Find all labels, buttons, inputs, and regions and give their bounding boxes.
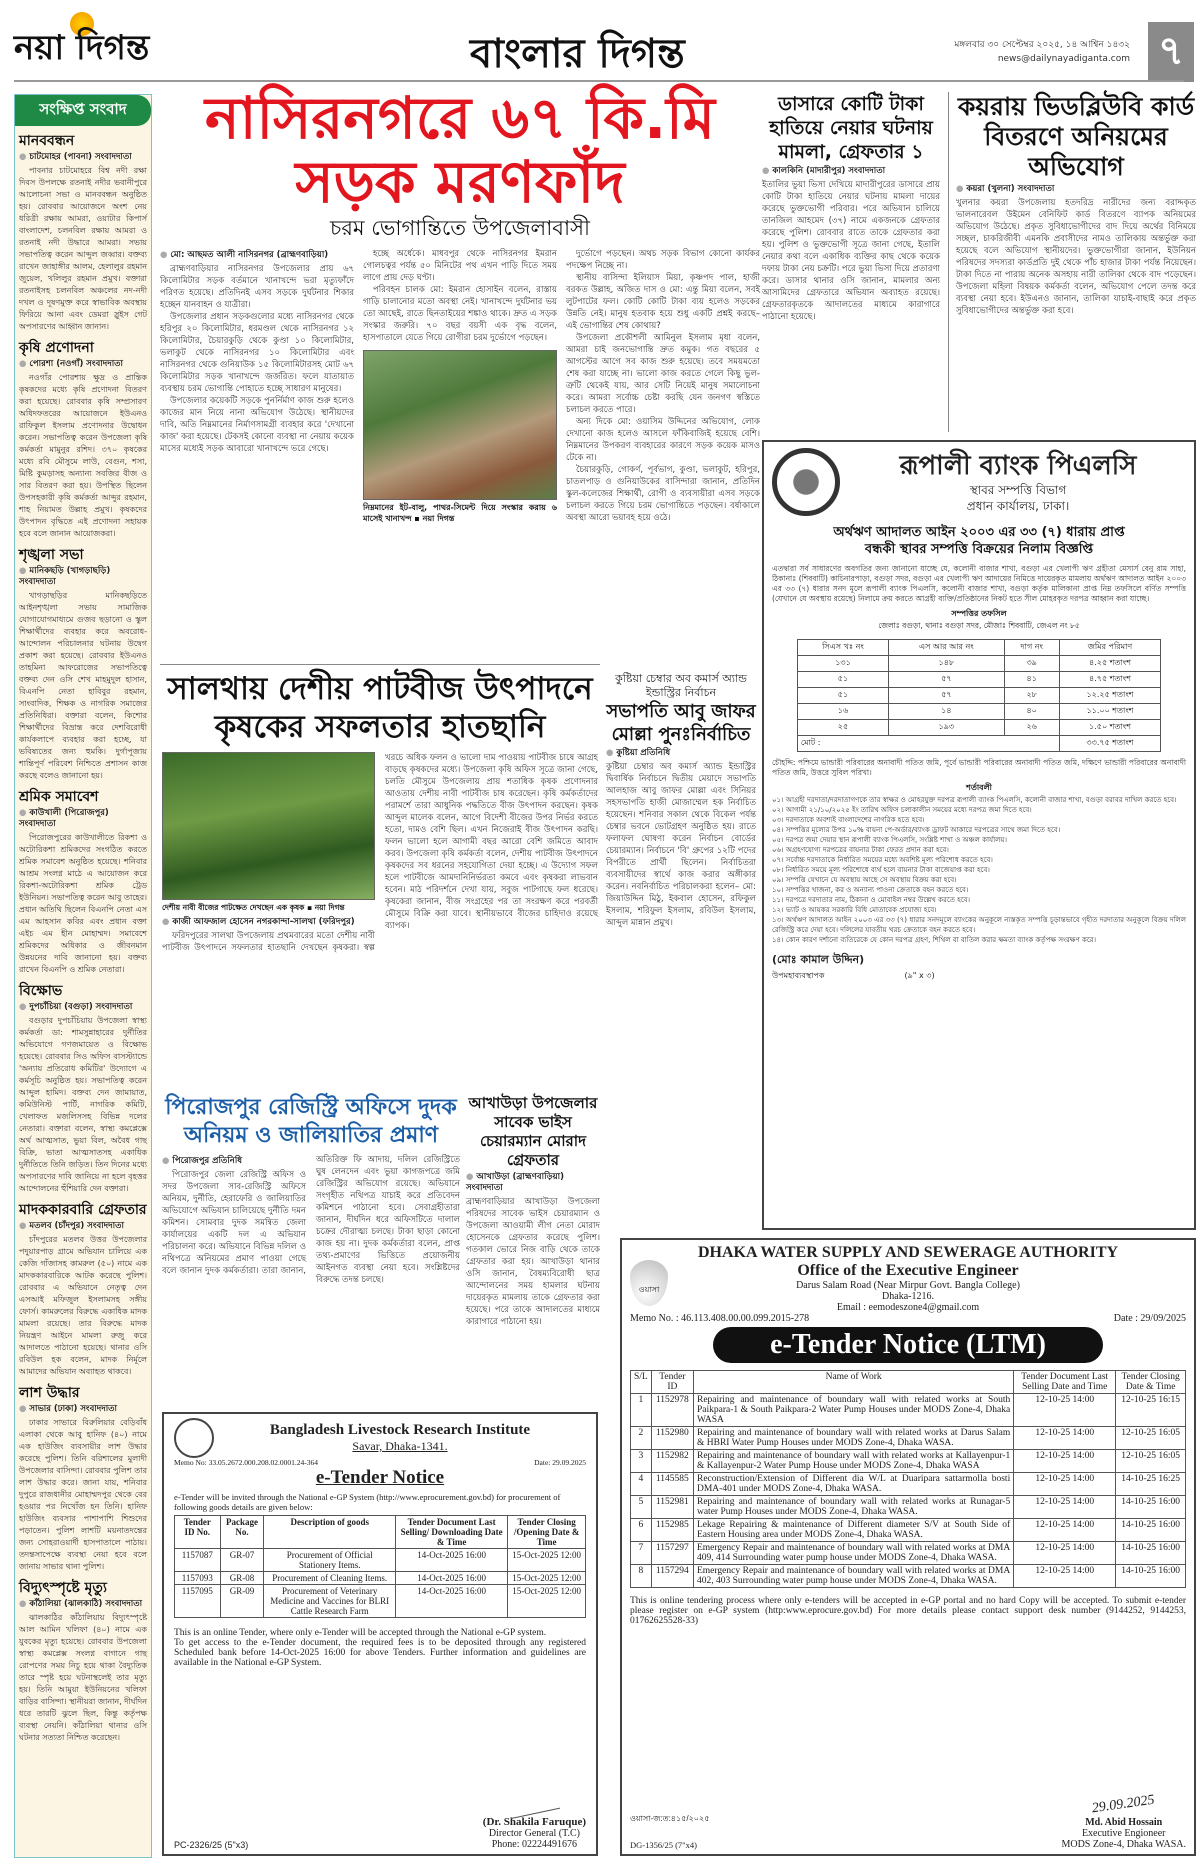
term-item: ০৬। অগ্রহণযোগ্য দরপত্রের বায়নার টাকা ফেরত প্রদান করা হবে। bbox=[772, 846, 949, 854]
wasa-cell: 3 bbox=[631, 1450, 652, 1473]
rupali-cell: ১৯৩ bbox=[889, 720, 1004, 736]
issue-date: মঙ্গলবার ৩০ সেপ্টেম্বর ২০২৫, ১৪ আশ্বিন ১৪৩২ bbox=[954, 40, 1130, 50]
wasa-ad-code: DG-1356/25 (7"x4) bbox=[630, 1840, 697, 1850]
terms-list bbox=[772, 795, 1186, 945]
schedule-title: সম্পত্তির তফসিল bbox=[951, 609, 1007, 618]
wasa-cell: 1 bbox=[631, 1394, 652, 1427]
wasa-cell: 1152981 bbox=[651, 1496, 693, 1519]
lead-paragraph: চৈয়ারকুড়ি, গোকর্ণ, পূর্বভাগ, কুণ্ডা, ভলাকুট, হরিপুর, চাতলপাড় ও গুনিয়াউকের বাসিন্দারা জানান, প্রতিদিন স্কুল-কলেজের শিক্ষার্থী, রোগী ও ব্যবসায়ীরা এসব সড়কে চলাচল করতে গিয়ে চরম ভোগান্তিতে পড়ছেন। বর্ষাকালে অবস্থা আরো ভয়াবহ হয়ে ওঠে। bbox=[566, 465, 760, 523]
wasa-cell: Reconstruction/Extension of Different dia W/L at Duaripara sattarmolla bosti DMA-401 under MODS Zone-4, Dhaka WASA. bbox=[693, 1473, 1013, 1496]
lead-photo-caption: নিম্নমানের ইট-বালু, পাথর-সিমেন্ট দিয়ে সংস্কার করায় ৬ মাসেই খানাখন্দ ▪ নয়া দিগন্ত bbox=[363, 503, 557, 523]
wasa-cell: 12-10-25 14:00 bbox=[1014, 1427, 1116, 1450]
rupali-table-row bbox=[797, 704, 1160, 720]
rupali-cell: ১৪৮ bbox=[889, 656, 1004, 672]
wasa-cell: 14-10-25 16:00 bbox=[1116, 1542, 1186, 1565]
brief-news-item bbox=[19, 339, 147, 540]
wasa-note: This is online tendering process where only e-tenders will be accepted in e-GP portal and no hard Copy will be accepted. To submit e-tender please register on e-GP system (http:www.eprocure.gov.bd) For more details please contact support desk number (9144252, 9144253, 01762625528-33) bbox=[630, 1596, 1186, 1626]
wasa-cell: 5 bbox=[631, 1496, 652, 1519]
pirojpur-story bbox=[160, 1094, 462, 1286]
lead-paragraph: পরিবহন চালক মো: ইমরান হোসাইন বলেন, রাস্তায় গাড়ি চালানোর মতো অবস্থা নেই। খানাখন্দে দুর্ঘটনার ভয় তো আছেই, রাতে ছিনতাইয়ের শঙ্কাও থাকে। দ্রুত এ সড়ক সংস্কার জরুরি। ৭০ বছর বয়সী এক বৃদ্ধ বলেন, হাসপাতালে যেতে গিয়ে রোগীরা চরম দুর্ভোগে পড়ছেন। bbox=[363, 285, 557, 343]
brief-news-item bbox=[19, 982, 147, 1195]
dasar-headline: ডাসারে কোটি টাকা হাতিয়ে নেয়ার ঘটনায় মামলা, গ্রেফতার ১ bbox=[769, 93, 933, 163]
term-item: ০১। আগ্রহী দরদাতা/দরদাতাগণকে তার স্বাক্ষর ও মোহরযুক্ত দরপত্র রূপালী ব্যাংক পিএলসি, কলোনী বাজার শাখা, বগুড়া বরাবর দাখিল করতে হবে। bbox=[772, 796, 1177, 804]
blri-memo: Memo No: 33.05.2672.000.208.02.0001.24-364 bbox=[174, 1458, 318, 1467]
dasar-body: ইতালির ভুয়া ভিসা দেখিয়ে মাদারীপুরের ডাসারে প্রায় কোটি টাকা হাতিয়ে নেয়ার ঘটনায় মামলা দায়ের করেছে ভুক্তভোগী পরিবার। পরে অভিযান চালিয়ে তানজিল আহমেদ (৩৭) নামে একজনকে গ্রেফতার করেছে পুলিশ। রোববার রাতে তাকে গ্রেফতার করা হয়। পুলিশ ও ভুক্তভোগী সূত্রে জানা গেছে, ইতালি নেয়ার কথা বলে একাধিক ব্যক্তির কাছ থেকে কয়েক দফায় টাকা নেয় চক্রটি। পরে ভুয়া ভিসা দিয়ে প্রতারণা করে। ডাসার থানার ওসি জানান, মামলার অন্য আসামিদের গ্রেফতারে অভিযান অব্যাহত রয়েছে। গ্রেফতারকৃতকে আদালতের মাধ্যমে কারাগারে পাঠানো হয়েছে। bbox=[762, 180, 940, 322]
wasa-address-2: Dhaka-1216. bbox=[882, 1291, 934, 1302]
wasa-title: e-Tender Notice (LTM) bbox=[713, 1327, 1103, 1363]
bank-dept: স্থাবর সম্পত্তি বিভাগ bbox=[969, 483, 1067, 497]
sidebar-items bbox=[19, 132, 147, 1744]
brief-news-text: ঝালকাঠির কাঁঠালিয়ায় বিদ্যুৎস্পৃষ্টে আল আমিন খলিফা (৪০) নামে এক যুবকের মৃত্যু হয়েছে। রোববার উপজেলা স্বাস্থ্য কমপ্লেক্স সংলগ্ন বাগানে গাছ রোপণের সময় নিচু হয়ে থাকা বৈদ্যুতিক তারে স্পৃষ্ট হয়ে ঘটনাস্থলেই তার মৃত্যু হয়। তিনি আমুয়া ইউনিয়নের খলিফা বাড়ির বাসিন্দা। স্থানীয়রা জানান, দীর্ঘদিন ধরে তারটি ঝুলে ছিল, কিন্তু কর্তৃপক্ষ ব্যবস্থা নেয়নি। কাঁঠালিয়া থানার ওসি ঘটনার সত্যতা নিশ্চিত করেছেন। bbox=[19, 1613, 147, 1742]
wasa-table-row bbox=[631, 1542, 1186, 1565]
wasa-column-header: Tender Document Last Selling Date and Time bbox=[1014, 1371, 1116, 1394]
brief-news-body bbox=[19, 590, 147, 782]
brief-news-byline: ● সাভার (ঢাকা) সংবাদদাতা bbox=[19, 1404, 147, 1415]
blri-column-header: Package No. bbox=[220, 1516, 264, 1549]
rupali-table-row bbox=[797, 688, 1160, 704]
brief-news-item bbox=[19, 1579, 147, 1744]
blri-date: Date: 29.09.2025 bbox=[534, 1458, 586, 1467]
lead-paragraph: উপজেলা প্রকৌশলী আমিনুল ইসলাম মৃধা বলেন, আমরা চাই জনভোগান্তি দ্রুত কমুক। গত বছরের ৫ আগস্টের আগে সব কাজ শুরু হয়েছে। তবে সময়মতো শেষ করা যাচ্ছে না। ভালো কাজ করতে গেলে কিছু ভুল-ত্রুটি থেকেই যায়, আর সেটি নিয়েই মানুষ সমালোচনা করে। আমরা সর্বোচ্চ চেষ্টা করছি যেন জনগণ স্বস্তিতে চলাচল করতে পারে। bbox=[566, 333, 760, 415]
rupali-column-header: জমির পরিমাণ bbox=[1059, 640, 1160, 656]
lead-body bbox=[160, 248, 760, 528]
brief-news-byline: ● দুপচাঁচিয়া (বগুড়া) সংবাদদাতা bbox=[19, 1002, 147, 1013]
brief-news-title: শ্রমিক সমাবেশ bbox=[19, 789, 99, 805]
wasa-org-name: DHAKA WATER SUPPLY AND SEWERAGE AUTHORITY bbox=[697, 1244, 1119, 1261]
wasa-table-row bbox=[631, 1519, 1186, 1542]
akhaura-byline: ● আখাউড়া (ব্রাহ্মণবাড়িয়া) সংবাদদাতা bbox=[466, 1172, 600, 1194]
wasa-cell: Lekage Repairing & maintenance of Different diameter S/V at South Side of Eastern Housing area under MODS Zone-4, Dhaka WASA. bbox=[693, 1519, 1013, 1542]
wasa-cell: 12-10-25 14:00 bbox=[1014, 1450, 1116, 1473]
rupali-cell: ৫১ bbox=[797, 688, 888, 704]
blri-cell: 14-Oct-2025 16:00 bbox=[395, 1549, 507, 1572]
salthay-byline: ● কাজী আফজাল হোসেন নগরকান্দা-সালথা (ফরিদপুর) bbox=[162, 917, 375, 928]
blri-designation: Director General (T.C) bbox=[488, 1828, 580, 1839]
rupali-cell: ৪০ bbox=[1004, 704, 1059, 720]
wasa-unit: MODS Zone-4, Dhaka WASA. bbox=[1061, 1839, 1186, 1850]
terms-title: শর্তাবলী bbox=[966, 783, 992, 792]
blri-tender-table bbox=[174, 1515, 586, 1618]
wasa-table-row bbox=[631, 1394, 1186, 1427]
wasa-memo: Memo No. : 46.113.408.00.00.099.2015-278 bbox=[630, 1313, 810, 1324]
brief-news-body bbox=[19, 1015, 147, 1195]
wasa-column-header: Name of Work bbox=[693, 1371, 1013, 1394]
rupali-cell: ৪.২৫ শতাংশ bbox=[1059, 656, 1160, 672]
blri-cell: 1157095 bbox=[175, 1585, 221, 1618]
wasa-date: Date : 29/09/2025 bbox=[1113, 1313, 1186, 1324]
rupali-cell: ২৫ bbox=[797, 720, 888, 736]
brief-news-byline: ● মতলব (চাঁদপুর) সংবাদদাতা bbox=[19, 1221, 147, 1232]
brief-news-text: ঢাকার সাভারে বিরুলিয়ার বেড়িবাঁধ এলাকা থেকে আবু হানিফ (৪০) নামে এক হাউজিং ব্যবসায়ীর লাশ উদ্ধার করেছে পুলিশ। তিনি বরিশালের মুলাদী উপজেলার বাসিন্দা। রোববার পুলিশ তার লাশ উদ্ধার করে। জানা যায়, শনিবার দুপুরে রাজধানীর মোহাম্মদপুর থেকে বের হওয়ার পর নিখোঁজ হন তিনি। হানিফ হাউজিং ব্যবসার পাশাপাশি শিশুদের পড়াতেন। পুলিশ লাশটি ময়নাতদন্তের জন্য সোহরাওয়ার্দী হাসপাতালে পাঠায়। তদন্তসাপেক্ষে ব্যবস্থা নেয়া হবে বলে জানায় সাভার থানা পুলিশ। bbox=[19, 1418, 147, 1571]
salthay-headline: সালথায় দেশীয় পাটবীজ উৎপাদনে কৃষকের সফলতার হাতছানি bbox=[167, 671, 593, 745]
blri-cell: Procurement of Official Stationery Items. bbox=[264, 1549, 396, 1572]
wasa-email: Email : eemodeszone4@gmail.com bbox=[836, 1302, 980, 1313]
blri-title: e-Tender Notice bbox=[315, 1467, 445, 1488]
brief-news-byline: ● চাটমোহর (পাবনা) সংবাদদাতা bbox=[19, 152, 147, 163]
boundary-text: চৌহদ্দি: পশ্চিমে ভান্ডারী পরিবারের অনাবাদী পতিত জমি, পূর্বে ভান্ডারী পরিবারের অনাবাদী পতিত জমি, দক্ষিণে ভান্ডারী পরিবারের অনাবাদী পতিত জমি, উত্তরে সুবিল পরিখা। bbox=[772, 758, 1186, 777]
brief-news-title: লাশ উদ্ধার bbox=[19, 1385, 80, 1401]
salthay-photo-jute-field bbox=[162, 752, 375, 900]
brief-news-body bbox=[19, 372, 147, 540]
wasa-cell: 12-10-25 16:15 bbox=[1116, 1394, 1186, 1427]
wasa-cell: Repairing and maintenance of boundary wall with related works at Runagar-5 water Pump Houses under MODS Zone-4, Dhaka WASA. bbox=[693, 1496, 1013, 1519]
wasa-cell: 12-10-25 14:00 bbox=[1014, 1473, 1116, 1496]
blri-table-row bbox=[175, 1549, 586, 1572]
blri-cell: 1157087 bbox=[175, 1549, 221, 1572]
koyra-headline: কয়রায় ভিডব্লিউবি কার্ড বিতরণে অনিয়মের অভিযোগ bbox=[957, 92, 1195, 181]
brief-news-byline: ● কাঁঠালিয়া (ঝালকাঠি) সংবাদদাতা bbox=[19, 1599, 147, 1610]
wasa-table-row bbox=[631, 1450, 1186, 1473]
brief-news-text: পাবনার চাটমোহরে বিশ্ব নদী রক্ষা দিবস উপলক্ষে রতনাই নদীর ভবানীপুরে আলোচনা সভা ও মানববন্ধন অনুষ্ঠিত হয়। রোববার আয়োজনে অংশ নেয় ধরিত্রী রক্ষায় আমরা, ওয়াটার কিপার্স বাংলাদেশ, চলনবিল রক্ষায় আমরা ও রতনাই নদী উদ্ধারে আমরা। সভায় সভাপতিত্ব করেন আব্দুল জব্বার। বক্তব্য রাখেন জাহাঙ্গীর আলম, হেলালুর রহমান জুয়েল, খলিলুর রহমান প্রমুখ। বক্তারা রতনাইসহ চলনবিল অঞ্চলের নদ-নদী দখল ও দূষণমুক্ত করে স্বাভাবিক অবস্থায় ফিরিয়ে আনা এবং ডেমরা স্লুইস গেট অপসারণের আহ্বান জানান। bbox=[19, 166, 147, 331]
wasa-office: Office of the Executive Engineer bbox=[797, 1262, 1019, 1279]
header-meta bbox=[930, 38, 1130, 66]
wasa-cell: Repairing and maintenance of boundary wall with related works at Kallayenpur-1 & Kallayenpur-2 Water Pump House under MODS Zone-4, Dhaka WASA bbox=[693, 1450, 1013, 1473]
blri-table-row bbox=[175, 1585, 586, 1618]
term-item: ০৭। সর্বোচ্চ দরদাতাকে নির্ধারিত সময়ের মধ্যে অবশিষ্ট মূল্য পরিশোধ করতে হবে। bbox=[772, 856, 993, 864]
ad-size: (৯" x ৩) bbox=[904, 971, 935, 980]
wasa-cell: 1145585 bbox=[651, 1473, 693, 1496]
rupali-header-row bbox=[797, 640, 1160, 656]
blri-cell: Procurement of Cleaning Items. bbox=[264, 1572, 396, 1585]
blri-tender-notice bbox=[162, 1412, 598, 1856]
pirojpur-headline: পিরোজপুর রেজিস্ট্রি অফিসে দুদক অনিয়ম ও জালিয়াতির প্রমাণ bbox=[165, 1095, 457, 1148]
rupali-column-header: এস আর আর নং bbox=[889, 640, 1004, 656]
salthay-text: ফরিদপুরের সালথা উপজেলায় প্রথমবারের মতো দেশীয় নাবী পাটবীজ উৎপাদনে সফলতার হাতছানি দেখছেন কৃষকরা। স্বল্প খরচে অধিক ফলন ও ভালো দাম পাওয়ায় পাটবীজ চাষে আগ্রহ বাড়ছে কৃষকদের মধ্যে। উপজেলা কৃষি অফিস সূত্রে জানা গেছে, চলতি মৌসুমে উপজেলায় প্রায় শতাধিক কৃষক প্রণোদনার আওতায় দেশীয় নাবী পাটবীজ চাষ করেছেন। কৃষি কর্মকর্তাদের পরামর্শে তারা আধুনিক পদ্ধতিতে বীজ উৎপাদন করছেন। কৃষক আব্দুল মালেক বলেন, আগে বিদেশী বীজের উপর নির্ভর করতে হতো, দামও বেশি ছিল। এখন নিজেরাই বীজ উৎপাদন করছি। ফলন ভালো হলে আগামী বছর আরো বেশি জমিতে আবাদ করব। উপজেলা কৃষি কর্মকর্তা বলেন, দেশীয় পাটবীজ উৎপাদনে কৃষকদের সব ধরনের সহযোগিতা দেয়া হচ্ছে। এ উদ্যোগ সফল হলে পাটবীজে আমদানিনির্ভরতা কমবে এবং কৃষকরা লাভবান হবেন। মাঠ পরিদর্শনে দেখা যায়, সবুজ পাটগাছে ফল ধরেছে। কৃষকেরা জানান, বীজ সংগ্রহের পর তা সংরক্ষণ করে পরবর্তী মৌসুমে বিক্রি করা যাবে। স্থানীয়ভাবে বীজের চাহিদাও রয়েছে ব্যাপক। bbox=[162, 753, 598, 953]
dasar-story bbox=[762, 92, 940, 323]
section-title: বাংলার দিগন্ত bbox=[470, 31, 685, 77]
wasa-cell: Emergency Repair and maintenance of boundary wall with related works at DMA 409, 414 Surrounding water pump house under MODS Zone-4, Dhaka WASA. bbox=[693, 1542, 1013, 1565]
column-divider bbox=[948, 92, 949, 432]
blri-phone: Phone: 02224491676 bbox=[491, 1839, 578, 1850]
brief-news-title: মাদককারবারি গ্রেফতার bbox=[19, 1202, 147, 1218]
brief-news-text: চাঁদপুরের মতলব উত্তর উপজেলার পদুয়ারপাড় গ্রামে অভিযান চালিয়ে এক কেজি গাঁজাসহ কামরুল (৫০) নামে এক মাদককারবারিকে আটক করেছে পুলিশ। রোববার এ অভিযানে নেতৃত্ব দেন এসআই মফিজুল ইসলামসহ সঙ্গীয় ফোর্স। কামরুলের বিরুদ্ধে একাধিক মাদক মামলা রয়েছে। তার বিরুদ্ধে মাদক নিয়ন্ত্রণ আইনে মামলা রুজু করে আদালতে পাঠানো হয়েছে। থানার ওসি রবিউল হক বলেন, মাদক নির্মূলে আমাদের অভিযান অব্যাহত থাকবে। bbox=[19, 1235, 147, 1376]
kushtia-headline: সভাপতি আবু জাফর মোল্লা পুনঃনির্বাচিত bbox=[606, 701, 756, 745]
wasa-cell: 12-10-25 14:00 bbox=[1014, 1542, 1116, 1565]
wasa-cell: 14-10-25 16:25 bbox=[1116, 1473, 1186, 1496]
brief-news-title: শৃঙ্খলা সভা bbox=[19, 547, 84, 563]
lead-photo-road bbox=[363, 350, 557, 500]
notice-title: অর্থঋণ আদালত আইন ২০০৩ এর ৩৩ (৭) ধারায় প্রাপ্ত বন্ধকী স্থাবর সম্পত্তি বিক্রয়ের নিলাম বিজ্ঞপ্তি bbox=[833, 525, 1125, 557]
wasa-cell: 2 bbox=[631, 1427, 652, 1450]
blri-note-1: This is an online Tender, where only e-Tender will be accepted through the National e-GP system. bbox=[174, 1628, 547, 1638]
masthead-logo: নয়া দিগন্ত bbox=[14, 22, 149, 79]
blri-logo-icon bbox=[174, 1418, 214, 1458]
salthay-body bbox=[160, 752, 600, 954]
rupali-table-row bbox=[797, 656, 1160, 672]
sidebar-title: সংক্ষিপ্ত সংবাদ bbox=[15, 95, 151, 126]
wasa-signature: 29.09.2025 bbox=[1091, 1792, 1156, 1817]
brief-news-body bbox=[19, 1234, 147, 1378]
wasa-cell: 1157297 bbox=[651, 1542, 693, 1565]
rupali-bank-logo-icon bbox=[772, 448, 840, 516]
brief-news-text: পিরোজপুরের কাউখালীতে রিকশা ও অটোরিকশা শ্রমিকদের সংগঠিত করতে শ্রমিক সমাবেশ অনুষ্ঠিত হয়েছে। শনিবার আশ্রম সংলগ্ন মাঠে এ আয়োজন করে রিকশা-অটোরিকশা শ্রমিক ট্রেড ইউনিয়ন। সভাপতিত্ব করেন আবু তাহের। প্রধান অতিথি ছিলেন বিএনপি নেতা এস এম আহসান কবির এবং প্রধান বক্তা এইচ এম হীন মোহাম্মদ। সমাবেশে শ্রমিকদের অধিকার ও জীবনমান উন্নয়নের দাবি জানানো হয়। বক্তব্য রাখেন বিএনপি ও শ্রমিক নেতারা। bbox=[19, 833, 147, 974]
blri-cell: GR-07 bbox=[220, 1549, 264, 1572]
lead-paragraph: উপজেলার প্রধান সড়কগুলোর মধ্যে নাসিরনগর থেকে হরিপুর ২০ কিলোমিটার, ধরমণ্ডল থেকে নাসিরনগর ১২ কিলোমিটার, চৈয়ারকুড়ি থেকে কুণ্ডা ১০ কিলোমিটার, ভলাকুট থেকে নাসিরনগর ১০ কিলোমিটার এবং নাসিরনগর থেকে গুনিয়াউক ১৫ কিলোমিটারসহ মোট ৬৭ কিলোমিটার সড়ক খানাখন্দে জর্জরিত। ফলে যাতায়াত ব্যবস্থায় চরম ভোগান্তি পোহাতে হচ্ছে সাধারণ মানুষের। bbox=[160, 312, 354, 394]
rupali-cell: ২৬ bbox=[1004, 720, 1059, 736]
schedule-location: জেলাঃ বগুড়া, থানাঃ বগুড়া সদর, মৌজাঃ শিববাটি, জেএল নং ৮৫ bbox=[878, 621, 1080, 630]
term-item: ০৮। নির্ধারিত সময়ে মূল্য পরিশোধে ব্যর্থ হলে বায়নার টাকা বাজেয়াপ্ত করা হবে। bbox=[772, 866, 990, 874]
kushtia-story bbox=[606, 672, 756, 929]
akhaura-headline: আখাউড়া উপজেলার সাবেক ভাইস চেয়ারম্যান মোরাদ গ্রেফতার bbox=[468, 1094, 598, 1169]
wasa-cell: 8 bbox=[631, 1565, 652, 1588]
header-divider bbox=[14, 80, 1184, 82]
salthay-photo-caption: দেশীয় নাবী বীজের পাটক্ষেত দেখছেন এক কৃষক ▪ নয়া দিগন্ত bbox=[162, 903, 345, 912]
rupali-total-row bbox=[797, 736, 1160, 752]
brief-news-body bbox=[19, 1612, 147, 1744]
brief-news-body bbox=[19, 832, 147, 976]
wasa-header-row bbox=[631, 1371, 1186, 1394]
kushtia-kicker: কুষ্টিয়া চেম্বার অব কমার্স অ্যান্ড ইন্ডাস্ট্রির নির্বাচন bbox=[615, 672, 747, 699]
brief-news-body bbox=[19, 1417, 147, 1573]
rupali-cell: ১.৫০ শতাংশ bbox=[1059, 720, 1160, 736]
wasa-cell: 6 bbox=[631, 1519, 652, 1542]
wasa-address-1: Darus Salam Road (Near Mirpur Govt. Bangla College) bbox=[796, 1280, 1020, 1291]
term-item: ১২। ভ্যাট ও আয়কর সরকারি বিধি মোতাবেক প্রযোজ্য হবে। bbox=[772, 906, 937, 914]
blri-cell: 14-Oct-2025 16:00 bbox=[395, 1572, 507, 1585]
wasa-cell: 12-10-25 14:00 bbox=[1014, 1394, 1116, 1427]
term-item: ১৩। অর্থঋণ আদালত আইন ২০০৩ এর ৩৩ (৭) ধারার সনদমূলে ব্যাংকের অনুকূলে ন্যস্তকৃত সম্পত্তি চূড়ান্তভাবে গৃহীত দরদাতার অনুকূলে বিক্রয় দলিল রেজিস্ট্রি করে দেয়া হবে। দলিলের যাবতীয় খরচ ক্রেতাকে বহন করতে হবে। bbox=[772, 916, 1186, 934]
wasa-cell: 14-10-25 16:00 bbox=[1116, 1519, 1186, 1542]
rupali-cell: ৩৯ bbox=[1004, 656, 1059, 672]
wasa-cell: 12-10-25 14:00 bbox=[1014, 1496, 1116, 1519]
bank-signer: (মোঃ কামাল উদ্দিন) bbox=[772, 953, 865, 966]
brief-news-item bbox=[19, 132, 147, 333]
wasa-column-header: Tender ID bbox=[651, 1371, 693, 1394]
rupali-cell: ৫৭ bbox=[889, 672, 1004, 688]
rupali-cell: ১৬ bbox=[797, 704, 888, 720]
term-item: ০২। আগামী ২১/১০/২০২৫ ইং তারিখ অফিস চলাকালীন সময়ের মধ্যে দরপত্র জমা দিতে হবে। bbox=[772, 806, 1032, 814]
wasa-table-row bbox=[631, 1565, 1186, 1588]
wasa-tender-table bbox=[630, 1370, 1186, 1588]
wasa-table-row bbox=[631, 1496, 1186, 1519]
brief-news-text: খাগড়াছড়ির মানিকছড়িতে আইনশৃঙ্খলা সভায় সামাজিক যোগাযোগমাধ্যমে গুজব ছড়ানো ও স্কুল শিক্ষার্থীদের ব্যবহার করে অবরোধ-আন্দোলন পরিচালনার ঘটনায় উদ্বেগ প্রকাশ করা হয়েছে। রোববার ইউএনও তাহমিনা আফরোজের সভাপতিত্বে বক্তব্য দেন ওসি শেখ মাহমুদুল হাসান, বিএনপি নেতা হাবিবুর রহমান, সাংবাদিক, শিক্ষক ও নাগরিক সমাজের প্রতিনিধিরা। বক্তারা বলেন, কিশোর শিক্ষার্থীদের বিভ্রান্ত করে দেশবিরোধী কার্যকলাপে ব্যবহার করা হচ্ছে, যা ভবিষ্যতের জন্য হুমকি। দুর্গাপূজায় শান্তিপূর্ণ পরিবেশ নিশ্চিতে প্রশাসন কাজ করছে বলেও জানানো হয়। bbox=[19, 591, 147, 780]
rupali-cell: ৫১ bbox=[797, 672, 888, 688]
lead-story bbox=[160, 86, 760, 528]
lead-paragraph: ব্রাহ্মণবাড়িয়ার নাসিরনগর উপজেলার প্রায় ৬৭ কিলোমিটার সড়ক বর্তমানে খানাখন্দে ভরা মৃত্যুফাঁদে পরিণত হয়েছে। প্রতিদিনই এসব সড়কে দুর্ঘটনার শিকার হচ্ছেন যানবাহন ও যাত্রীরা। bbox=[160, 264, 354, 310]
brief-news-item bbox=[19, 1201, 147, 1378]
dasar-byline: ● কালকিনি (মাদারীপুর) সংবাদদাতা bbox=[762, 166, 940, 177]
lead-column-1 bbox=[160, 248, 354, 455]
blri-note-2: To get access to the e-Tender document, the required fees is to be deposited through any registered Scheduled bank before 14-Oct-2025 16:00 for above Tenders. Further information and guidelines are available in the National e-GP System. bbox=[174, 1638, 586, 1668]
blri-signer: (Dr. Shakila Faruque) bbox=[482, 1816, 586, 1828]
brief-news-item bbox=[19, 788, 147, 976]
term-item: ০৪। সম্পত্তির মূল্যের উপর ১০% বায়না পে-অর্ডার/ব্যাংক ড্রাফট আকারে দরপত্রের সাথে জমা দিতে হবে। bbox=[772, 826, 1061, 834]
blri-ad-code: PC-2326/25 (5"x3) bbox=[174, 1840, 249, 1850]
brief-news-item bbox=[19, 546, 147, 782]
rupali-cell: ১২.২৫ শতাংশ bbox=[1059, 688, 1160, 704]
blri-table-row bbox=[175, 1572, 586, 1585]
wasa-cell: 1152982 bbox=[651, 1450, 693, 1473]
koyra-story bbox=[956, 92, 1196, 317]
total-label: মোট : bbox=[797, 736, 1059, 752]
news-email[interactable]: news@dailynayadiganta.com bbox=[997, 54, 1130, 64]
term-item: ০৯। সম্পত্তি যেখানে যে অবস্থায় আছে সে অবস্থায় বিক্রয় করা হবে। bbox=[772, 876, 957, 884]
blri-address: Savar, Dhaka-1341. bbox=[352, 1439, 448, 1453]
lead-paragraph: অন্য দিকে মো: ওয়াসিম উদ্দিনের অভিযোগ, লোক দেখানো কাজ হলেও আসলে ফাঁকিবাজিই হয়েছে বেশি। নিম্নমানের উপকরণ ব্যবহারের কারণে সড়ক কয়েক মাসও টেকে না। bbox=[566, 417, 760, 463]
wasa-cell: 12-10-25 16:05 bbox=[1116, 1450, 1186, 1473]
rupali-cell: ২৮ bbox=[1004, 688, 1059, 704]
blri-cell: Procurement of Veterinary Medicine and Vaccines for BLRI Cattle Research Farm bbox=[264, 1585, 396, 1618]
blri-cell: 15-Oct-2025 12:00 bbox=[508, 1585, 586, 1618]
rupali-table-row bbox=[797, 672, 1160, 688]
property-schedule-table bbox=[797, 639, 1161, 752]
lead-photo-credit: নয়া দিগন্ত bbox=[422, 514, 455, 523]
rupali-cell: ১১.০০ শতাংশ bbox=[1059, 704, 1160, 720]
lead-headline: নাসিরনগরে ৬৭ কি.মি সড়ক মরণফাঁদ bbox=[205, 84, 715, 216]
blri-cell: GR-09 bbox=[220, 1585, 264, 1618]
kushtia-byline: ● কুষ্টিয়া প্রতিনিধি bbox=[606, 748, 756, 759]
brief-news-byline: ● মানিকছড়ি (খাগড়াছড়ি) সংবাদদাতা bbox=[19, 566, 147, 588]
wasa-column-header: Tender Closing Date & Time bbox=[1116, 1371, 1186, 1394]
total-value: ৩৩.৭৫ শতাংশ bbox=[1059, 736, 1160, 752]
blri-cell: 15-Oct-2025 12:00 bbox=[508, 1549, 586, 1572]
lead-caption-text: নিম্নমানের ইট-বালু, পাথর-সিমেন্ট দিয়ে সংস্কার করায় ৬ মাসেই খানাখন্দ bbox=[363, 503, 557, 523]
brief-news-text: বগুড়ার দুপচাঁচিয়ায় উপজেলা স্বাস্থ্য কর্মকর্তা ডা: শামসুন্নাহারের দুর্নীতির অভিযোগে গণজমায়েত ও বিক্ষোভ হয়েছে। রোববার সিও অফিস বাসস্ট্যান্ডে 'অন্যায় প্রতিরোধ কমিটির' উদ্যোগে এ কর্মসূচি অনুষ্ঠিত হয়। সভাপতিত্ব করেন আব্দুল হামিদ। বক্তব্য দেন জামায়াত, কমিউনিস্ট পার্টি, নাগরিক কমিটি, খেলাফত মজলিসসহ বিভিন্ন দলের নেতারা। বক্তারা বলেন, স্বাস্থ্য কমপ্লেক্সে অর্থ আত্মসাত, ভুয়া বিল, অবৈধ গাছ বিক্রি, ভাতা আত্মসাতসহ একাধিক দুর্নীতিতে তিনি জড়িত। তিন দিনের মধ্যে অপসারণের দাবি জানিয়ে না হলে বৃহত্তর আন্দোলনের হুঁশিয়ারি দেন বক্তারা। bbox=[19, 1016, 147, 1193]
wasa-cell: 12-10-25 14:00 bbox=[1014, 1565, 1116, 1588]
wasa-cell: 12-10-25 16:05 bbox=[1116, 1427, 1186, 1450]
rupali-cell: ৪.৭৫ শতাংশ bbox=[1059, 672, 1160, 688]
blri-column-header: Tender Document Last Selling/ Downloading Date & Time bbox=[395, 1516, 507, 1549]
wasa-cell: 1152980 bbox=[651, 1427, 693, 1450]
rupali-cell: ৪১ bbox=[1004, 672, 1059, 688]
blri-column-header: Description of goods bbox=[264, 1516, 396, 1549]
wasa-cell: 4 bbox=[631, 1473, 652, 1496]
wasa-cell: 14-10-25 16:00 bbox=[1116, 1496, 1186, 1519]
wasa-cell: 7 bbox=[631, 1542, 652, 1565]
wasa-tender-notice bbox=[620, 1238, 1196, 1856]
wasa-column-header: S/L bbox=[631, 1371, 652, 1394]
akhaura-story bbox=[466, 1094, 600, 1406]
brief-news-text: নওগাঁর পোরশায় ক্ষুদ্র ও প্রান্তিক কৃষকদের মধ্যে কৃষি প্রণোদনা বিতরণ করা হয়েছে। রোববার কৃষি সম্প্রসারণ অধিদফতরের আয়োজনে ইউএনও রাফিকুল ইসলাম প্রণোদনার উদ্বোধন করেন। সভাপতিত্ব করেন উপজেলা কৃষি কর্মকর্তা মামুনুর রশিদ। ৩৭০ কৃষকের মধ্যে রবি মৌসুমে লাউ, বেগুন, শসা, মিষ্টি কুমড়াসহ অন্যান্য সবজির বীজ ও সার বিতরণ করা হয়। উপস্থিত ছিলেন উপসহকারী কৃষি কর্মকর্তা আব্দুর রহমান, শাহ নিয়ামত উল্লাহ প্রমুখ। কৃষকদের উৎপাদন বৃদ্ধিতে এই প্রণোদনা সহায়ক হবে বলে জানান আয়োজকরা। bbox=[19, 373, 147, 538]
rupali-column-header: সিএস খঃ নং bbox=[797, 640, 888, 656]
lead-subheadline: চরম ভোগান্তিতে উপজেলাবাসী bbox=[330, 216, 590, 240]
wasa-drop-logo-icon: ওয়াসা bbox=[630, 1260, 668, 1306]
wasa-table-row bbox=[631, 1427, 1186, 1450]
wasa-cell: 14-10-25 16:00 bbox=[1116, 1565, 1186, 1588]
lead-column-2 bbox=[363, 248, 557, 528]
lead-column-3 bbox=[566, 248, 760, 524]
bank-office: প্রধান কার্যালয়, ঢাকা। bbox=[966, 499, 1070, 513]
term-item: ০৩। দরদাতাকে অবশ্যই বাংলাদেশের নাগরিক হতে হবে। bbox=[772, 816, 925, 824]
salthay-story bbox=[160, 670, 600, 954]
rupali-cell: ১৩১ bbox=[797, 656, 888, 672]
brief-news-byline: ● পোরশা (নওগাঁ) সংবাদদাতা bbox=[19, 359, 147, 370]
term-item: ০৫। দরপত্র জমা দেয়ার স্থান রূপালী ব্যাংক পিএলসি, সংশ্লিষ্ট শাখা ও অঞ্চল কার্যালয়। bbox=[772, 836, 1007, 844]
blri-header-row bbox=[175, 1516, 586, 1549]
blri-cell: 14-Oct-2025 16:00 bbox=[395, 1585, 507, 1618]
notice-intro: এতদ্বারা সর্ব সাধারণের অবগতির জন্য জানানো যাচ্ছে যে, কলোনী বাজার শাখা, বগুড়া এর খেলাপী ঋণ গ্রহীতা মেসার্স বেনু রাম সাহা, ঠিকানাঃ (শিববাটি) কাচিনারপাড়া, বগুড়া সদর, বগুড়া এর খেলাপী ঋণ আদায়ের নিমিত্তে দায়েরকৃত মামলায় অর্থঋণ আদালত আইন ২০০৩ এর ৩৩ (৭) ধারার সনদ মূলে রূপালী ব্যাংক পিএলসি, কলোনী বাজার শাখা, বগুড়া কর্তৃক মালিকানা প্রাপ্ত নিম্ন তফসিলে বর্ণিত সম্পত্তি (যেখানে যে অবস্থায় রয়েছে) নিলামে ক্রয় করতে আগ্রহী ব্যক্তি/প্রতিষ্ঠানের নিকট হতে সীল মোহরকৃত দরপত্র আহ্বান করা যাচ্ছে। bbox=[772, 564, 1186, 603]
lead-byline: ● মো: আছমত আলী নাসিরনগর (ব্রাহ্মণবাড়িয়া) bbox=[160, 250, 354, 261]
brief-news-sidebar bbox=[14, 94, 152, 1858]
blri-cell: 1157093 bbox=[175, 1572, 221, 1585]
term-item: ১০। সম্পত্তির খাজনা, কর ও অন্যান্য পাওনা ক্রেতাকে বহন করতে হবে। bbox=[772, 886, 969, 894]
wasa-cell: Repairing and maintenance of boundary wall with related works at Darus Salam & HBRI Water Pump Houses under MODS Zone-4, Dhaka WASA. bbox=[693, 1427, 1013, 1450]
wasa-designation: Executive Engioneer bbox=[1081, 1828, 1166, 1839]
pirojpur-body: ● পিরোজপুর প্রতিনিধি পিরোজপুর জেলা রেজিস্ট্রি অফিস ও সদর উপজেলা সাব-রেজিস্ট্রি অফিসে অনিয়ম, দুর্নীতি, হেরাফেরি ও জালিয়াতির অভিযোগে অভিযান চালিয়েছে দুর্নীতি দমন কমিশন। সোমবার দুদক সমন্বিত জেলা কার্যালয়ের একটি দল এ অভিযান পরিচালনা করে। অভিযানে বিভিন্ন দলিল ও নথিপত্রে অনিয়মের প্রমাণ পাওয়া গেছে বলে জানান দুদক কর্মকর্তারা। তারা জানান, অতিরিক্ত ফি আদায়, দলিল রেজিস্ট্রিতে ঘুষ লেনদেন এবং ভুয়া কাগজপত্রে জমি রেজিস্ট্রির অভিযোগ রয়েছে। অভিযানে সংগৃহীত নথিপত্র যাচাই করে প্রতিবেদন কমিশনে পাঠানো হবে। সেবাগ্রহীতারা জানান, দীর্ঘদিন ধরে অফিসটিতে দালাল চক্রের দৌরাত্ম্য চলছে। টাকা ছাড়া কোনো কাজ হয় না। দুদক কর্মকর্তারা বলেন, প্রাপ্ত তথ্য-প্রমাণের ভিত্তিতে প্রয়োজনীয় আইনগত ব্যবস্থা নেয়া হবে। সংশ্লিষ্টদের বিরুদ্ধে তদন্ত চলছে। bbox=[160, 1154, 462, 1286]
term-item: ১১। দরপত্রে দরদাতার নাম, ঠিকানা ও মোবাইল নম্বর উল্লেখ করতে হবে। bbox=[772, 896, 971, 904]
brief-news-title: কৃষি প্রণোদনা bbox=[19, 340, 94, 356]
blri-cell: 15-Oct-2025 12:00 bbox=[508, 1572, 586, 1585]
lead-paragraph: দুর্ভোগে পড়ছেন। অথচ সড়ক বিভাগ কোনো কার্যকর পদক্ষেপ নিচ্ছে না। bbox=[566, 249, 760, 271]
koyra-byline: ● কয়রা (খুলনা) সংবাদদাতা bbox=[956, 184, 1196, 195]
wasa-cell: Emergency Repair and maintenance of boundary wall with related works at DMA 402, 403 Surrounding water pump house under MODS Zone-4, Dhaka WASA. bbox=[693, 1565, 1013, 1588]
rupali-bank-auction-notice bbox=[762, 440, 1196, 1230]
pirojpur-byline: ● পিরোজপুর প্রতিনিধি bbox=[162, 1156, 306, 1167]
koyra-body: খুলনার কয়রা উপজেলায় হতদরিদ্র নারীদের জন্য বরাদ্দকৃত ভালনারেবল উইমেন বেনিফিট কার্ড বিতরণে ব্যাপক অনিয়মের অভিযোগ উঠেছে। প্রকৃত সুবিধাভোগীদের বাদ দিয়ে অর্থের বিনিময়ে সচ্ছল, চাকরিজীবী এমনকি প্রবাসীদের নামও তালিকায় অন্তর্ভুক্ত করা হয়েছে বলে অভিযোগ স্থানীয়দের। ভুক্তভোগীরা জানান, ইউনিয়ন পরিষদের সদস্যরা কার্ডপ্রতি দুই থেকে পাঁচ হাজার টাকা পর্যন্ত নিয়েছেন। টাকা দিতে না পারায় অনেক অসহায় নারী তালিকা থেকে বাদ পড়েছেন। উপজেলা মহিলা বিষয়ক কর্মকর্তা বলেন, অভিযোগ পেলে তদন্ত করে ব্যবস্থা নেয়া হবে। ইউএনও জানান, তালিকা যাচাই-বাছাই করে প্রকৃত সুবিধাভোগীদের অন্তর্ভুক্ত করা হবে। bbox=[956, 198, 1196, 316]
lead-paragraph: হচ্ছে অর্ধেকে। মাধবপুর থেকে নাসিরনগর ইমরান গোলচত্বর পর্যন্ত ৫০ মিনিটের পথ এখন পাড়ি দিতে সময় লাগে প্রায় দেড় ঘণ্টা। bbox=[363, 249, 557, 283]
blri-org-name: Bangladesh Livestock Research Institute bbox=[269, 1422, 531, 1438]
brief-news-title: মানববন্ধন bbox=[19, 133, 75, 149]
brief-news-item bbox=[19, 1384, 147, 1573]
brief-news-title: বিক্ষোভ bbox=[19, 983, 63, 999]
term-item: ১৪। কোন কারণ দর্শানো ব্যতিরেকে যে কোন দরপত্র গ্রহণ, শিথিল বা বাতিল করার ক্ষমতা ব্যাংক কর্তৃপক্ষ সংরক্ষণ করে। bbox=[772, 936, 1096, 944]
blri-intro: e-Tender will be invited through the National e-GP System (http://www.eprocurement.gov.bd) for procurement of following goods details are given below: bbox=[174, 1492, 561, 1512]
rupali-column-header: দাগ নং bbox=[1004, 640, 1059, 656]
wasa-ref: ওয়াসা-জ:ত:৪১৫/২০২৫ bbox=[630, 1814, 710, 1823]
blri-column-header: Tender Closing /Opening Date & Time bbox=[508, 1516, 586, 1549]
rupali-cell: ১৪ bbox=[889, 704, 1004, 720]
section-divider bbox=[160, 664, 600, 665]
wasa-cell: 1152978 bbox=[651, 1394, 693, 1427]
lead-paragraph: উপজেলার কয়েকটি সড়কে পুনর্নির্মাণ কাজ শুরু হলেও কাজের মান নিয়ে নানা অভিযোগ উঠেছে। স্থানীয়দের দাবি, অতি নিম্নমানের নির্মাণসামগ্রী ব্যবহার করে 'দেখানো কাজ' করা হয়েছে। টেকসই কোনো ব্যবস্থা না নেয়ায় কয়েক মাসের মধ্যেই সড়ক আবারো খানাখন্দে ভরে গেছে। bbox=[160, 396, 354, 454]
bank-designation: উপমহাব্যবস্থাপক bbox=[772, 971, 825, 980]
brief-news-byline: ● কাউখালী (পিরোজপুর) সংবাদদাতা bbox=[19, 808, 147, 830]
wasa-cell: Repairing and maintenance of boundary wall with related works at South Paikpara-1 & South Paikpara-2 Water Pump Houses under MODS Zone-4, Dhaka WASA bbox=[693, 1394, 1013, 1427]
wasa-signer: Md. Abid Hossain bbox=[1085, 1817, 1163, 1828]
brief-news-body bbox=[19, 165, 147, 333]
wasa-cell: 1152985 bbox=[651, 1519, 693, 1542]
wasa-cell: 12-10-25 14:00 bbox=[1014, 1519, 1116, 1542]
wasa-cell: 1157294 bbox=[651, 1565, 693, 1588]
page-number: ৭ bbox=[1148, 22, 1194, 82]
blri-cell: GR-08 bbox=[220, 1572, 264, 1585]
akhaura-body: ব্রাহ্মণবাড়িয়ার আখাউড়া উপজেলা পরিষদের সাবেক ভাইস চেয়ারম্যান ও উপজেলা আওয়ামী লীগ নেতা মোরাদ হোসেনকে গ্রেফতার করেছে পুলিশ। গতকাল ভোরে নিজ বাড়ি থেকে তাকে গ্রেফতার করা হয়। আখাউড়া থানার ওসি জানান, বৈষম্যবিরোধী ছাত্র আন্দোলনের সময় হামলার ঘটনায় দায়েরকৃত মামলায় তাকে গ্রেফতার করা হয়েছে। পরে তাকে আদালতের মাধ্যমে কারাগারে পাঠানো হয়। bbox=[466, 1197, 600, 1327]
blri-column-header: Tender ID No. bbox=[175, 1516, 221, 1549]
wasa-table-row bbox=[631, 1473, 1186, 1496]
brief-news-title: বিদ্যুৎস্পৃষ্টে মৃত্যু bbox=[19, 1580, 107, 1596]
kushtia-body: কুষ্টিয়া চেম্বার অব কমার্স অ্যান্ড ইন্ডাস্ট্রির দ্বিবার্ষিক নির্বাচনে দ্বিতীয় মেয়াদে সভাপতি আলহাজ আবু জাফর মোল্লা এবং সিনিয়র সহসভাপতি হাজী মোজাম্মেল হক নির্বাচিত হয়েছেন। শনিবার সকাল থেকে বিকেল পর্যন্ত চেম্বার ভবনে ভোটগ্রহণ অনুষ্ঠিত হয়। রাতে ফলাফল ঘোষণা করেন নির্বাচন বোর্ডের চেয়ারম্যান। নির্বাচনে 'বি' গ্রুপের ১২টি পদের বিপরীতে প্রার্থী ছিলেন। নির্বাচিতরা ব্যবসায়ীদের স্বার্থে কাজ করার অঙ্গীকার করেন। নবনির্বাচিত পরিচালকরা হলেন– মো: জিয়াউদ্দিন মিঠু, ইকবাল হোসেন, রফিকুল ইসলাম, শরিফুল ইসলাম, রবিউল ইসলাম, আব্দুল মান্নান প্রমুখ। bbox=[606, 762, 756, 928]
rupali-cell: ৫৭ bbox=[889, 688, 1004, 704]
bank-name: রূপালী ব্যাংক পিএলসি bbox=[899, 451, 1137, 481]
rupali-table-row bbox=[797, 720, 1160, 736]
lead-paragraph: স্থানীয় বাসিন্দা ইলিয়াস মিয়া, কৃষ্ণপদ পাল, হাজী বরকত উল্লাহ, অজিত দাস ও মো: এন্তু মিয়া বলেন, সবই লুটপাটের ফল। কোটি কোটি টাকা ব্যয় হলেও সড়কের উন্নতি নেই। মানুষ হতবাক হয়ে শুধু একটি প্রশ্নই করছে– এই ভোগান্তির শেষ কোথায়? bbox=[566, 273, 760, 331]
